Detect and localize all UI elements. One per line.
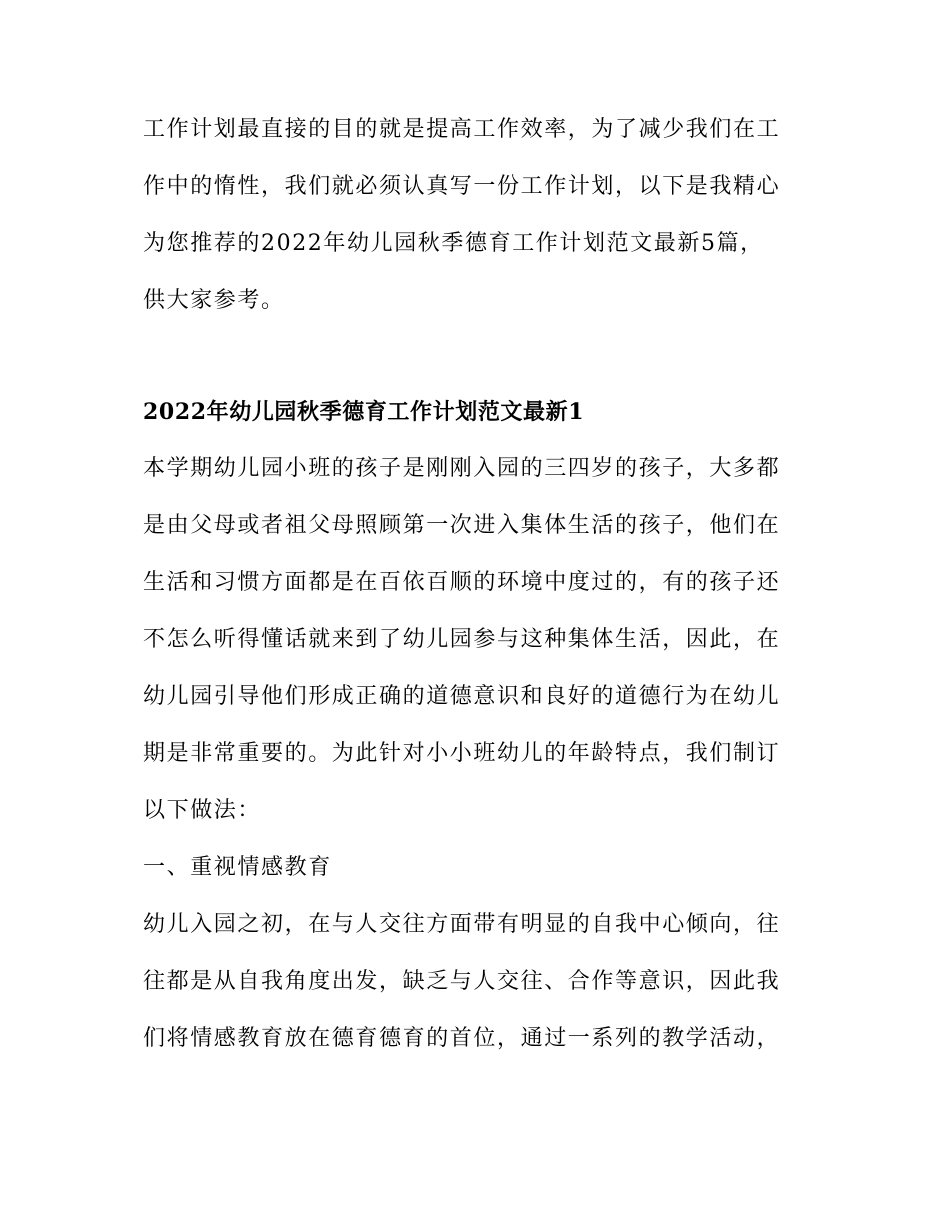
body-line-1: 本学期幼儿园小班的孩子是刚刚入园的三四岁的孩子，大多都 xyxy=(143,456,781,481)
sub-body-line-3: 们将情感教育放在德育德育的首位，通过一系列的教学活动， xyxy=(143,1026,781,1051)
body-line-4: 不怎么听得懂话就来到了幼儿园参与这种集体生活，因此，在 xyxy=(143,627,781,652)
intro-line-1: 工作计划最直接的目的就是提高工作效率，为了减少我们在工 xyxy=(143,117,781,142)
sub-body-line-1: 幼儿入园之初，在与人交往方面带有明显的自我中心倾向，往 xyxy=(143,912,781,937)
intro-line-4: 供大家参考。 xyxy=(143,288,285,313)
body-line-6: 期是非常重要的。为此针对小小班幼儿的年龄特点，我们制订 xyxy=(143,741,781,766)
subheading: 一、重视情感教育 xyxy=(143,855,332,880)
body-line-7: 以下做法： xyxy=(143,798,262,823)
body-line-3: 生活和习惯方面都是在百依百顺的环境中度过的，有的孩子还 xyxy=(143,570,781,595)
intro-line-3: 为您推荐的2022年幼儿园秋季德育工作计划范文最新5篇， xyxy=(143,231,764,256)
intro-line-2: 作中的惰性，我们就必须认真写一份工作计划，以下是我精心 xyxy=(143,174,781,199)
section-title: 2022年幼儿园秋季德育工作计划范文最新1 xyxy=(143,399,585,425)
body-line-5: 幼儿园引导他们形成正确的道德意识和良好的道德行为在幼儿 xyxy=(143,684,781,709)
sub-body-line-2: 往都是从自我角度出发，缺乏与人交往、合作等意识，因此我 xyxy=(143,969,781,994)
body-line-2: 是由父母或者祖父母照顾第一次进入集体生活的孩子，他们在 xyxy=(143,513,781,538)
